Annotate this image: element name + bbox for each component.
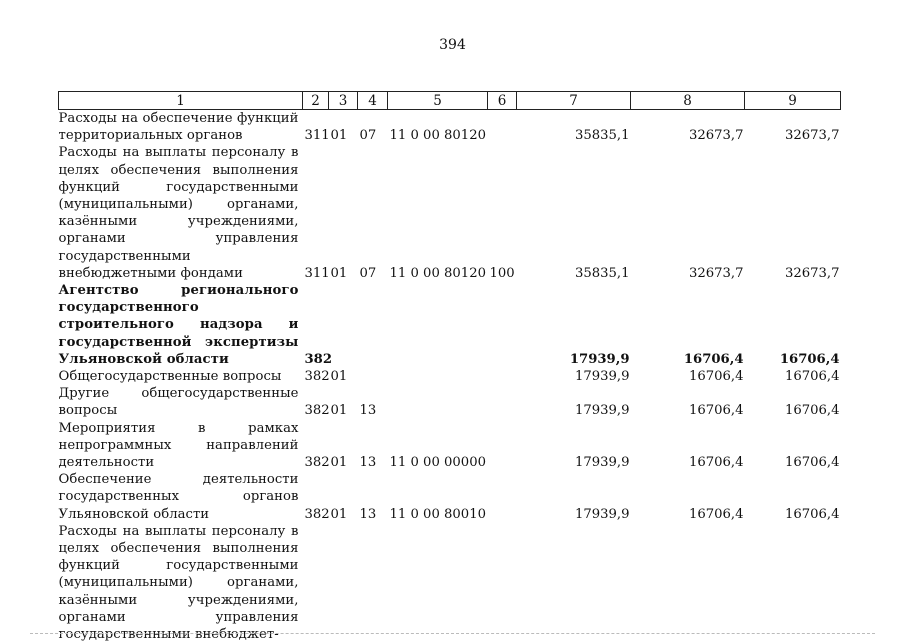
row-section: 01 (330, 265, 348, 281)
column-header-7: 7 (517, 92, 631, 110)
scan-edge-line (30, 633, 875, 634)
table-row (59, 385, 841, 419)
table-row (59, 420, 841, 472)
row-expense-type (488, 385, 517, 419)
row-name: Обеспечение деятельности государственных органов Ульяновской области (58, 472, 299, 522)
row-amount-col7 (517, 523, 631, 643)
row-expense-type (488, 282, 517, 368)
row-admin-code: 382 (304, 351, 333, 367)
row-section (329, 282, 358, 368)
row-subsection: 13 (359, 506, 377, 522)
column-header-1: 1 (59, 92, 303, 110)
row-name: Расходы на выплаты персоналу в целях обеспечения выполнения функций государственными (муниципальными) органами, казёнными учреждениями, органами управления государственными внебюджетными фондами (58, 145, 299, 281)
row-amount-col7: 35835,1 (574, 128, 630, 144)
row-expense-type (488, 471, 517, 523)
column-header-2: 2 (303, 92, 329, 110)
table-row (59, 523, 841, 643)
table-header-row (59, 92, 841, 110)
row-name: Общегосударственные вопросы (58, 369, 282, 385)
row-subsection: 13 (359, 455, 377, 471)
row-admin-code (303, 523, 329, 643)
row-admin-code: 382 (304, 455, 330, 471)
column-header-6: 6 (488, 92, 517, 110)
row-target-article (388, 282, 488, 368)
row-section: 01 (330, 128, 348, 144)
row-amount-col8: 16706,4 (688, 403, 744, 419)
row-amount-col9: 16706,4 (784, 455, 840, 471)
row-amount-col8: 16706,4 (683, 351, 744, 367)
row-admin-code: 382 (304, 369, 330, 385)
row-amount-col7: 35835,1 (574, 265, 630, 281)
row-subsection (358, 523, 388, 643)
row-name: Агентство регионального государственного строительного надзора и государственной экспертизы Ульяновской области (58, 283, 299, 367)
row-amount-col8: 32673,7 (688, 265, 744, 281)
row-amount-col9: 32673,7 (784, 265, 840, 281)
row-target-article (388, 523, 488, 643)
column-header-3: 3 (329, 92, 358, 110)
row-amount-col8: 16706,4 (688, 506, 744, 522)
row-admin-code: 382 (304, 506, 330, 522)
row-amount-col8: 16706,4 (688, 369, 744, 385)
row-admin-code: 311 (304, 265, 330, 281)
row-amount-col7: 17939,9 (574, 506, 630, 522)
row-amount-col7: 17939,9 (569, 351, 630, 367)
row-target-article: 11 0 00 00000 (389, 455, 486, 471)
row-amount-col8: 32673,7 (688, 128, 744, 144)
row-amount-col9: 32673,7 (784, 128, 840, 144)
row-section (329, 523, 358, 643)
row-name: Мероприятия в рамках непрограммных направлений деятельности (58, 420, 299, 471)
row-amount-col9 (745, 523, 841, 643)
row-name: Расходы на выплаты персоналу в целях обеспечения выполнения функций государственными (муниципальными) органами, казёнными учреждениями, органами управления государственными внебюджет- (58, 523, 299, 643)
table-row (59, 368, 841, 385)
row-target-article: 11 0 00 80120 (389, 265, 486, 281)
row-amount-col8: 16706,4 (688, 455, 744, 471)
row-subsection: 07 (359, 128, 377, 144)
row-target-article: 11 0 00 80010 (389, 506, 486, 522)
column-header-9: 9 (745, 92, 841, 110)
row-amount-col9: 16706,4 (779, 351, 840, 367)
table-row (59, 144, 841, 282)
row-section: 01 (330, 506, 348, 522)
column-header-8: 8 (631, 92, 745, 110)
row-name: Расходы на обеспечение функций территориальных органов (58, 111, 299, 144)
row-target-article: 11 0 00 80120 (389, 128, 486, 144)
row-target-article (388, 368, 488, 385)
row-expense-type: 100 (489, 265, 515, 281)
page-number: 394 (439, 37, 466, 53)
row-expense-type (488, 110, 517, 145)
row-subsection (358, 282, 388, 368)
row-section: 01 (330, 403, 348, 419)
row-section: 01 (330, 369, 348, 385)
column-header-5: 5 (388, 92, 488, 110)
row-expense-type (488, 523, 517, 643)
row-amount-col9: 16706,4 (784, 369, 840, 385)
row-amount-col9: 16706,4 (784, 403, 840, 419)
row-target-article (388, 385, 488, 419)
table-row (59, 110, 841, 145)
table-row (59, 471, 841, 523)
row-subsection (358, 368, 388, 385)
column-header-4: 4 (358, 92, 388, 110)
row-amount-col7: 17939,9 (574, 369, 630, 385)
row-name: Другие общегосударственные вопросы (58, 386, 299, 419)
row-amount-col9: 16706,4 (784, 506, 840, 522)
table-row (59, 282, 841, 368)
row-subsection: 13 (359, 403, 377, 419)
row-expense-type (488, 368, 517, 385)
row-section: 01 (330, 455, 348, 471)
row-amount-col8 (631, 523, 745, 643)
row-amount-col7: 17939,9 (574, 455, 630, 471)
budget-table (58, 91, 841, 643)
row-admin-code: 311 (304, 128, 330, 144)
row-admin-code: 382 (304, 403, 330, 419)
row-expense-type (488, 420, 517, 472)
row-amount-col7: 17939,9 (574, 403, 630, 419)
row-subsection: 07 (359, 265, 377, 281)
